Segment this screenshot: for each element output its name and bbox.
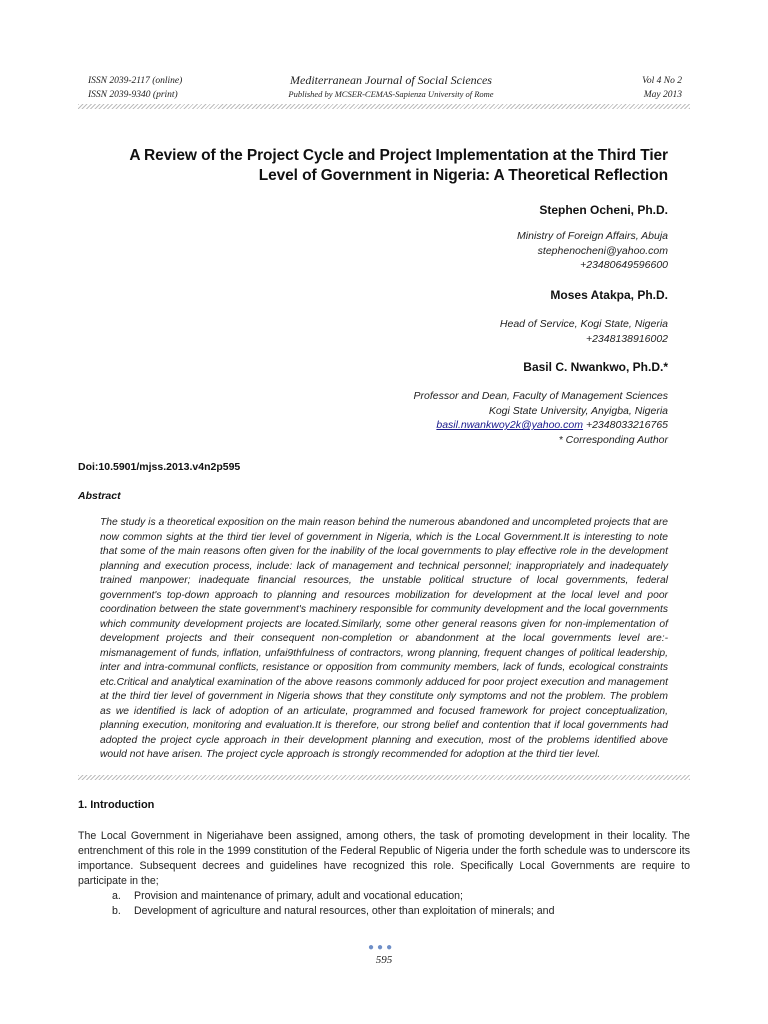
author-phone: +23480649596600 [580,259,668,272]
issn-block [88,74,182,102]
volume-number: Vol 4 No 2 [642,76,682,86]
publisher-line: Published by MCSER-CEMAS-Sapienza University of Rome [288,89,494,99]
list-item [112,904,554,919]
section-heading: 1. Introduction [78,799,155,811]
intro-paragraph: The Local Government in Nigeriahave been assigned, among others, the task of promoting development in their locality. The entrenchment of this role in the 1999 constitution of the Federal Republic of Nigeria under the forth schedule was to underscore its importance. Subsequent decrees and guidelines have recognized this role. Specifically Local Governments are require to participate in the; [78,830,690,887]
journal-block [200,72,582,100]
author-email: stephenocheni@yahoo.com [537,244,668,257]
abstract-divider [78,775,690,780]
issn-print: ISSN 2039-9340 (print) [88,90,178,100]
abstract-text: The study is a theoretical exposition on the main reason behind the numerous abandoned and uncompleted projects that are now common sights at the third tier level of government in Nigeria, which is the Local Government.It is interesting to note that some of the main reasons often given for the inability of the local governments to play effective role in the development planning and execution process, include: lack of management and technical personnel; inappropriately and inadequately trained manpower; inadequate financial resources, the unstable political structure of local governments, federal government's top-down approach to planning and resources mobilization for development at the local level and poor coordination between the state government's machinery responsible for community development and the local governments which community development projects are located.Similarly, some other general reasons given for non-implementation of development projects and their consequent non-completion or abandonment at the local governments level are:- mismanagement of funds, inflation, unfai9thfulness of contractors, wrong planning, frequent changes of political leadership, inter and intra-communal conflicts, resistance or opposition from community members, lack of funds, ecological constraints etc.Critical and analytical examination of the above reasons commonly adduced for poor project execution and management at the third tier level of government in Nigeria shows that they constitute only symptoms and not the problem. The problem as we identified is lack of adoption of an articulate, programmed and focused framework for project conceptualization, planning execution, monitoring and evaluation.It is therefore, our strong belief and contention that if local governments had adopted the project cycle approach in their development planning and execution, most of the problems identified above would not have arisen. The project cycle approach is strongly recommended for adoption at the third tier level. [100,517,668,760]
author-name: Moses Atakpa, Ph.D. [550,288,668,302]
header-divider [78,104,690,109]
paper-title [100,146,668,186]
contact-line [414,418,668,433]
affiliation-line: Professor and Dean, Faculty of Management Sciences [413,390,668,402]
list-item-text: Provision and maintenance of primary, adult and vocational education; [134,890,463,902]
corresponding-email-link[interactable]: basil.nwankwoy2k@yahoo.com [436,419,584,432]
page-ornament-dots: ●●● [368,942,396,953]
corresponding-note: * Corresponding Author [558,433,668,446]
page-number: 595 [375,954,393,966]
author-phone: +2348033216765 [583,419,668,432]
author-affiliation [517,229,668,273]
abstract-heading: Abstract [78,490,121,502]
title-line-1: A Review of the Project Cycle and Project Implementation at the Third Tier [129,147,668,164]
title-line-2: Level of Government in Nigeria: A Theoretical Reflection [258,167,668,184]
journal-name: Mediterranean Journal of Social Sciences [290,73,492,87]
list-marker: a. [112,890,121,902]
author-phone: +2348138916002 [585,332,668,345]
list-item-text: Development of agriculture and natural resources, other than exploitation of minerals; and [134,905,555,917]
author-affiliation [500,317,668,346]
list-marker: b. [112,905,121,917]
author-name: Stephen Ocheni, Ph.D. [539,203,668,217]
affiliation-line: Head of Service, Kogi State, Nigeria [499,318,668,330]
issn-online: ISSN 2039-2117 (online) [88,76,183,86]
affiliation-line: Ministry of Foreign Affairs, Abuja [517,230,668,242]
author-name: Basil C. Nwankwo, Ph.D.* [523,360,668,374]
list-item [112,889,463,904]
issue-date: May 2013 [643,90,682,100]
author-affiliation [414,389,668,447]
doi: Doi:10.5901/mjss.2013.v4n2p595 [78,461,241,473]
affiliation-line: Kogi State University, Anyigba, Nigeria [488,404,668,417]
volume-block [642,74,682,102]
